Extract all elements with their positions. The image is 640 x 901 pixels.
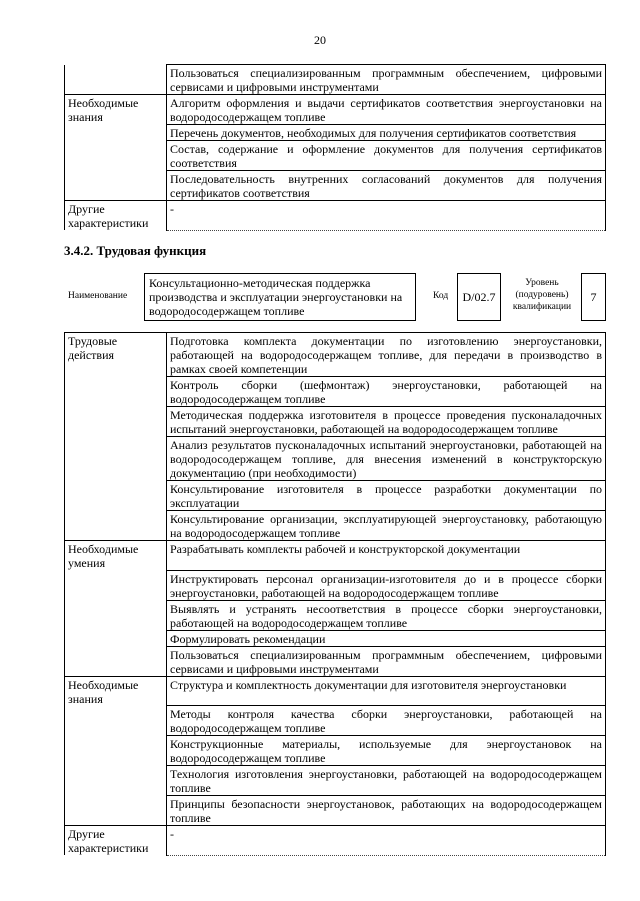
table-row	[65, 201, 606, 231]
table-row	[65, 437, 606, 481]
row-text: Консультирование организации, эксплуатирующей энергоустановку, работающую на водородосодержащем топливе	[167, 511, 606, 541]
table-row	[65, 95, 606, 125]
table-row	[65, 65, 606, 95]
qualification-level: 7	[581, 273, 606, 321]
row-text: Подготовка комплекта документации по изготовлению энергоустановки, работающей на водородосодержащем топливе, для передачи в производство в рамках своей компетенции	[167, 333, 606, 377]
row-category	[65, 600, 167, 630]
table-row	[65, 125, 606, 141]
table-row	[65, 796, 606, 826]
function-code: D/02.7	[457, 273, 501, 321]
row-category	[65, 125, 167, 141]
top-requirements-table	[64, 64, 606, 231]
name-label: Наименование	[68, 291, 128, 301]
row-category: Трудовые действия	[65, 333, 167, 377]
row-text: Выявлять и устранять несоответствия в процессе сборки энергоустановки, работающей на водородосодержащем топливе	[167, 600, 606, 630]
row-category	[65, 766, 167, 796]
table-row	[65, 646, 606, 676]
table-row	[65, 600, 606, 630]
row-category: Необходимые знания	[65, 95, 167, 125]
level-label: Уровень (подуровень) квалификации	[512, 278, 572, 312]
table-row	[65, 407, 606, 437]
row-category	[65, 736, 167, 766]
row-text: Пользоваться специализированным программным обеспечением, цифровыми сервисами и цифровыми инструментами	[167, 646, 606, 676]
row-text: Методическая поддержка изготовителя в процессе проведения пусконаладочных испытаний энергоустановки, работающей на водородосодержащем топливе	[167, 407, 606, 437]
table-row	[65, 736, 606, 766]
row-category	[65, 511, 167, 541]
section-heading: 3.4.2. Трудовая функция	[64, 243, 207, 258]
row-text: Состав, содержание и оформление документов для получения сертификатов соответствия	[167, 141, 606, 171]
function-requirements-table	[64, 332, 606, 856]
row-text: Разрабатывать комплекты рабочей и конструкторской документации	[167, 541, 606, 571]
row-text: -	[167, 826, 606, 856]
row-text: Перечень документов, необходимых для получения сертификатов соответствия	[167, 125, 606, 141]
function-name: Консультационно-методическая поддержка производства и эксплуатации энергоустановки на водородосодержащем топливе	[144, 273, 416, 321]
row-text: Контроль сборки (шефмонтаж) энергоустановки, работающей на водородосодержащем топливе	[167, 377, 606, 407]
table-row	[65, 676, 606, 706]
row-category: Необходимые умения	[65, 541, 167, 571]
row-text: Последовательность внутренних согласований документов для получения сертификатов соответствия	[167, 171, 606, 201]
table-row	[65, 333, 606, 377]
table-row	[65, 630, 606, 646]
row-text: Пользоваться специализированным программным обеспечением, цифровыми сервисами и цифровыми инструментами	[167, 65, 606, 95]
table-row	[65, 541, 606, 571]
row-category	[65, 796, 167, 826]
row-text: Конструкционные материалы, используемые для энергоустановок на водородосодержащем топливе	[167, 736, 606, 766]
row-category	[65, 630, 167, 646]
row-text: Консультирование изготовителя в процессе разработки документации по эксплуатации	[167, 481, 606, 511]
row-text: Принципы безопасности энергоустановок, работающих на водородосодержащем топливе	[167, 796, 606, 826]
table-row	[65, 706, 606, 736]
row-category: Другие характеристики	[65, 201, 167, 231]
page-number: 20	[314, 33, 326, 47]
code-label: Код	[433, 291, 449, 301]
row-category	[65, 407, 167, 437]
row-category	[65, 171, 167, 201]
row-category	[65, 437, 167, 481]
row-text: Технология изготовления энергоустановки, работающей на водородосодержащем топливе	[167, 766, 606, 796]
row-text: -	[167, 201, 606, 231]
table-row	[65, 570, 606, 600]
table-row	[65, 377, 606, 407]
row-category	[65, 481, 167, 511]
row-text: Структура и комплектность документации для изготовителя энергоустановки	[167, 676, 606, 706]
row-text: Анализ результатов пусконаладочных испытаний энергоустановки, работающей на водородосодержащем топливе, для внесения изменений в конструкторскую документацию (при необходимости)	[167, 437, 606, 481]
row-text: Формулировать рекомендации	[167, 630, 606, 646]
row-category	[65, 141, 167, 171]
row-category	[65, 706, 167, 736]
table-row	[65, 171, 606, 201]
row-text: Алгоритм оформления и выдачи сертификатов соответствия энергоустановки на водородосодержащем топливе	[167, 95, 606, 125]
row-category	[65, 646, 167, 676]
row-category: Другие характеристики	[65, 826, 167, 856]
row-category	[65, 570, 167, 600]
row-category	[65, 377, 167, 407]
table-row	[65, 141, 606, 171]
table-row	[65, 826, 606, 856]
row-text: Инструктировать персонал организации-изготовителя до и в процессе сборки энергоустановки, работающей на водородосодержащем топливе	[167, 570, 606, 600]
table-row	[65, 766, 606, 796]
table-row	[65, 511, 606, 541]
function-header	[64, 273, 606, 323]
row-category	[65, 65, 167, 95]
table-row	[65, 481, 606, 511]
row-category: Необходимые знания	[65, 676, 167, 706]
row-text: Методы контроля качества сборки энергоустановки, работающей на водородосодержащем топливе	[167, 706, 606, 736]
